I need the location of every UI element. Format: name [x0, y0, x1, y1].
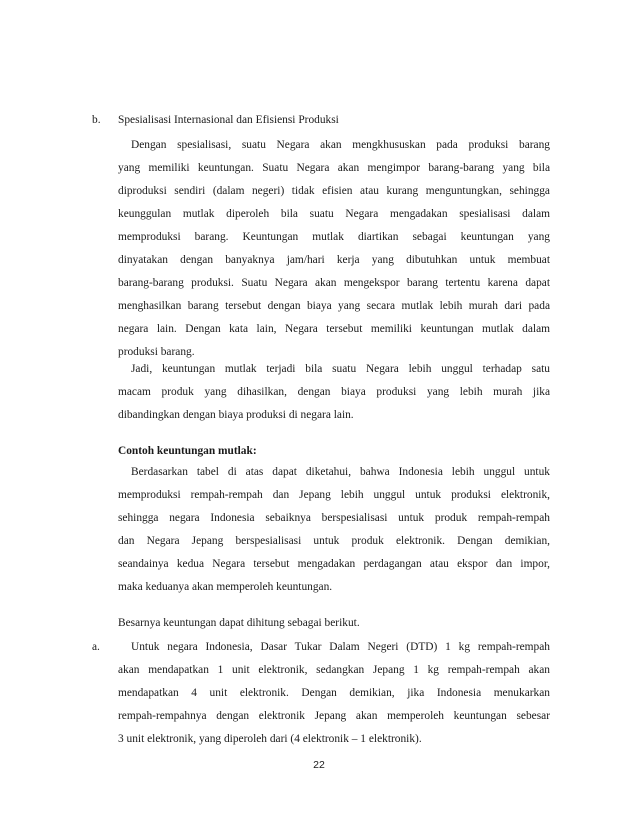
section-heading: Spesialisasi Internasional dan Efisiensi Produksi — [118, 114, 339, 126]
paragraph-line: memproduksi barang. Keuntungan mutlak diartikan sebagai keuntungan yang — [118, 231, 550, 243]
paragraph-line: keunggulan mutlak diperoleh bila suatu Negara mengadakan spesialisasi dalam — [118, 208, 550, 220]
paragraph-line: dibandingkan dengan biaya produksi di negara lain. — [118, 409, 354, 421]
paragraph-line: negara lain. Dengan kata lain, Negara tersebut memiliki keuntungan mutlak dalam — [118, 323, 550, 335]
list-item-line: rempah-rempahnya dengan elektronik Jepang akan memperoleh keuntungan sebesar — [118, 710, 550, 722]
paragraph-line: dinyatakan dengan banyaknya jam/hari kerja yang dibutuhkan untuk membuat — [118, 254, 550, 266]
paragraph-line: Berdasarkan tabel di atas dapat diketahui, bahwa Indonesia lebih unggul untuk — [131, 466, 550, 478]
paragraph-line: macam produk yang dihasilkan, dengan biaya produksi yang lebih murah jika — [118, 386, 550, 398]
paragraph-line: Dengan spesialisasi, suatu Negara akan mengkhususkan pada produksi barang — [131, 139, 550, 151]
list-marker-a: a. — [92, 641, 100, 653]
paragraph-line: yang memiliki keuntungan. Suatu Negara akan mengimpor barang-barang yang bila — [118, 162, 550, 174]
paragraph-line: diproduksi sendiri (dalam negeri) tidak efisien atau kurang menguntungkan, sehingga — [118, 185, 550, 197]
paragraph-line: maka keduanya akan memperoleh keuntungan. — [118, 581, 333, 593]
paragraph-line: produksi barang. — [118, 346, 195, 358]
example-heading: Contoh keuntungan mutlak: — [118, 445, 257, 457]
list-item-line: mendapatkan 4 unit elektronik. Dengan demikian, jika Indonesia menukarkan — [118, 687, 550, 699]
page-number: 22 — [313, 759, 325, 771]
paragraph-line: memproduksi rempah-rempah dan Jepang lebih unggul untuk produksi elektronik, — [118, 489, 550, 501]
list-item-line: Untuk negara Indonesia, Dasar Tukar Dalam Negeri (DTD) 1 kg rempah-rempah — [131, 641, 550, 653]
list-item-line: 3 unit elektronik, yang diperoleh dari (4 elektronik – 1 elektronik). — [118, 733, 422, 745]
paragraph-line: dan Negara Jepang berspesialisasi untuk produk elektronik. Dengan demikian, — [118, 535, 550, 547]
paragraph-line: menghasilkan barang tersebut dengan biaya yang secara mutlak lebih murah dari pada — [118, 300, 550, 312]
list-marker-b: b. — [92, 114, 101, 126]
paragraph-line: Jadi, keuntungan mutlak terjadi bila suatu Negara lebih unggul terhadap satu — [131, 363, 550, 375]
paragraph-line: sehingga negara Indonesia sebaiknya berspesialisasi untuk produk rempah-rempah — [118, 512, 550, 524]
paragraph-line: seandainya kedua Negara tersebut mengadakan perdagangan atau ekspor dan impor, — [118, 558, 550, 570]
list-item-line: akan mendapatkan 1 unit elektronik, sedangkan Jepang 1 kg rempah-rempah akan — [118, 664, 550, 676]
paragraph-line: Besarnya keuntungan dapat dihitung sebagai berikut. — [118, 617, 360, 629]
paragraph-line: barang-barang produksi. Suatu Negara akan mengekspor barang tertentu karena dapat — [118, 277, 550, 289]
